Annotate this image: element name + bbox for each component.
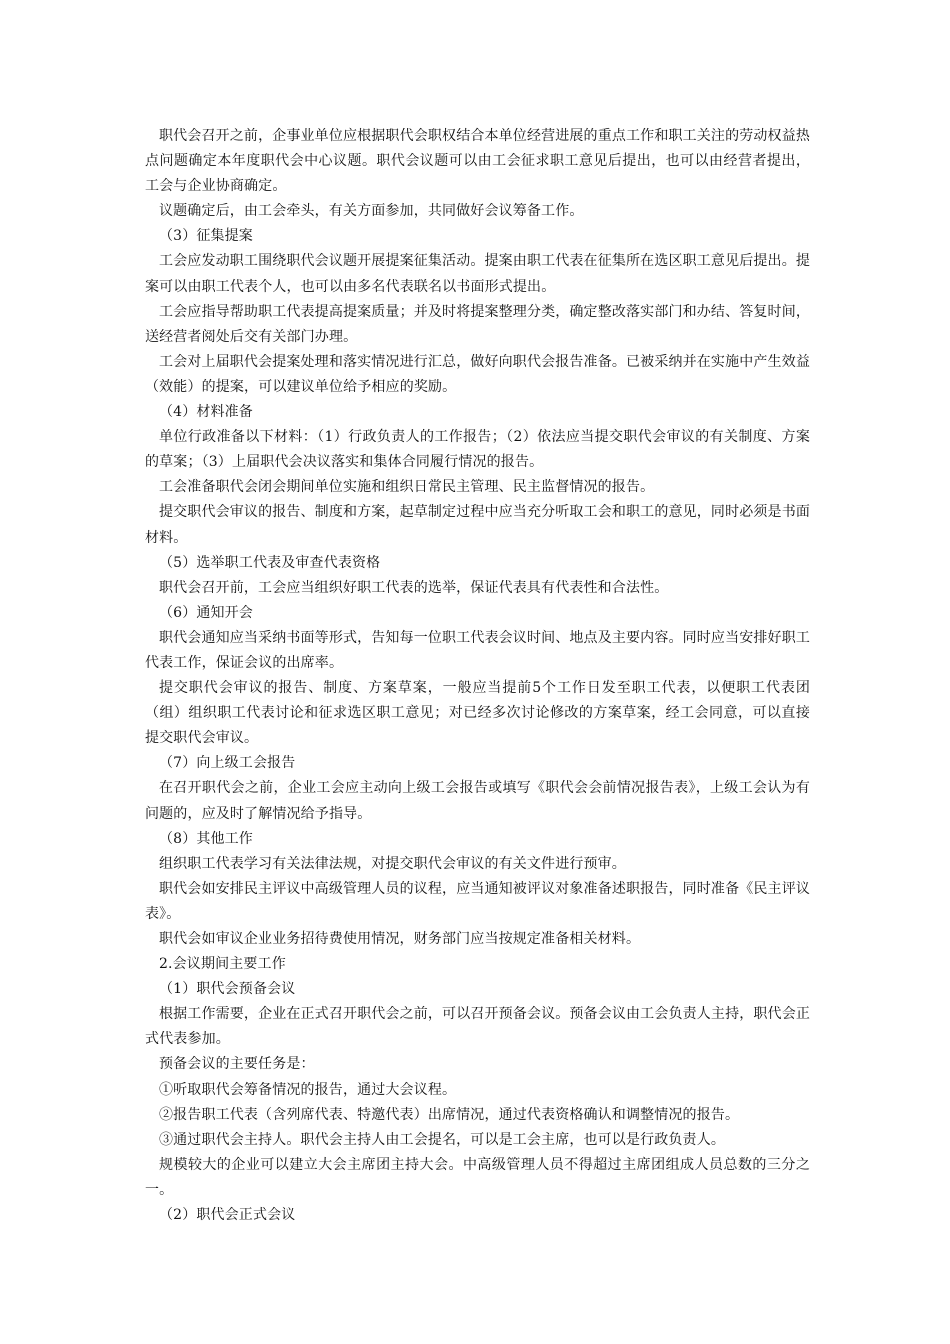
section-heading: （3）征集提案 <box>159 228 253 245</box>
paragraph: 职代会如审议企业业务招待费使用情况，财务部门应当按规定准备相关材料。 <box>159 931 641 947</box>
paragraph: 职代会如安排民主评议中高级管理人员的议程，应当通知被评议对象准备述职报告，同时准备《民主评议表》。 <box>145 880 810 922</box>
paragraph: 议题确定后，由工会牵头，有关方面参加，共同做好会议筹备工作。 <box>159 203 584 220</box>
paragraph: 提交职代会审议的报告、制度、方案草案，一般应当提前5个工作日发至职工代表，以便职工代表团（组）组织职工代表讨论和征求选区职工意见；对已经多次讨论修改的方案草案，经工会同意，可以直接提交职代会审议。 <box>145 680 810 747</box>
section-heading: （7）向上级工会报告 <box>159 755 296 772</box>
paragraph: 职代会通知应当采纳书面等形式，告知每一位职工代表会议时间、地点及主要内容。同时应当安排好职工代表工作，保证会议的出席率。 <box>145 629 810 671</box>
list-item: ①听取职代会筹备情况的报告，通过大会议程。 <box>159 1081 457 1098</box>
paragraph: 单位行政准备以下材料：（1）行政负责人的工作报告；（2）依法应当提交职代会审议的有关制度、方案的草案；（3）上届职代会决议落实和集体合同履行情况的报告。 <box>145 429 810 471</box>
list-item: ②报告职工代表（含列席代表、特邀代表）出席情况，通过代表资格确认和调整情况的报告。 <box>159 1106 740 1123</box>
paragraph: 工会应发动职工围绕职代会议题开展提案征集活动。提案由职工代表在征集所在选区职工意见后提出。提案可以由职工代表个人，也可以由多名代表联名以书面形式提出。 <box>145 253 810 295</box>
paragraph: 工会准备职代会闭会期间单位实施和组织日常民主管理、民主监督情况的报告。 <box>159 479 655 496</box>
paragraph: 根据工作需要，企业在正式召开职代会之前，可以召开预备会议。预备会议由工会负责人主持，职代会正式代表参加。 <box>145 1006 810 1048</box>
paragraph: 工会对上届职代会提案处理和落实情况进行汇总，做好向职代会报告准备。已被采纳并在实施中产生效益（效能）的提案，可以建议单位给予相应的奖励。 <box>145 353 810 395</box>
paragraph: 在召开职代会之前，企业工会应主动向上级工会报告或填写《职代会会前情况报告表》，上级工会认为有问题的，应及时了解情况给予指导。 <box>145 780 810 822</box>
paragraph: 预备会议的主要任务是： <box>159 1056 315 1073</box>
paragraph: 规模较大的企业可以建立大会主席团主持大会。中高级管理人员不得超过主席团组成人员总数的三分之一。 <box>145 1156 810 1198</box>
paragraph: 提交职代会审议的报告、制度和方案，起草制定过程中应当充分听取工会和职工的意见，同时必须是书面材料。 <box>145 504 810 546</box>
section-heading: （1）职代会预备会议 <box>159 981 296 998</box>
section-heading: （6）通知开会 <box>159 604 253 621</box>
document-body <box>145 124 810 1228</box>
paragraph: 组织职工代表学习有关法律法规，对提交职代会审议的有关文件进行预审。 <box>159 855 626 872</box>
section-heading: （8）其他工作 <box>159 830 253 847</box>
section-heading: （2）职代会正式会议 <box>159 1207 296 1224</box>
list-item: ③通过职代会主持人。职代会主持人由工会提名，可以是工会主席，也可以是行政负责人。 <box>159 1131 725 1148</box>
section-title: 2.会议期间主要工作 <box>159 956 286 973</box>
paragraph: 职代会召开之前，企事业单位应根据职代会职权结合本单位经营进展的重点工作和职工关注的劳动权益热点问题确定本年度职代会中心议题。职代会议题可以由工会征求职工意见后提出，也可以由经营者提出，工会与企业协商确定。 <box>145 128 810 195</box>
section-heading: （5）选举职工代表及审查代表资格 <box>159 554 381 571</box>
paragraph: 职代会召开前，工会应当组织好职工代表的选举，保证代表具有代表性和合法性。 <box>159 579 669 596</box>
section-heading: （4）材料准备 <box>159 404 253 421</box>
paragraph: 工会应指导帮助职工代表提高提案质量；并及时将提案整理分类，确定整改落实部门和办结、答复时间，送经营者阅处后交有关部门办理。 <box>145 303 810 345</box>
